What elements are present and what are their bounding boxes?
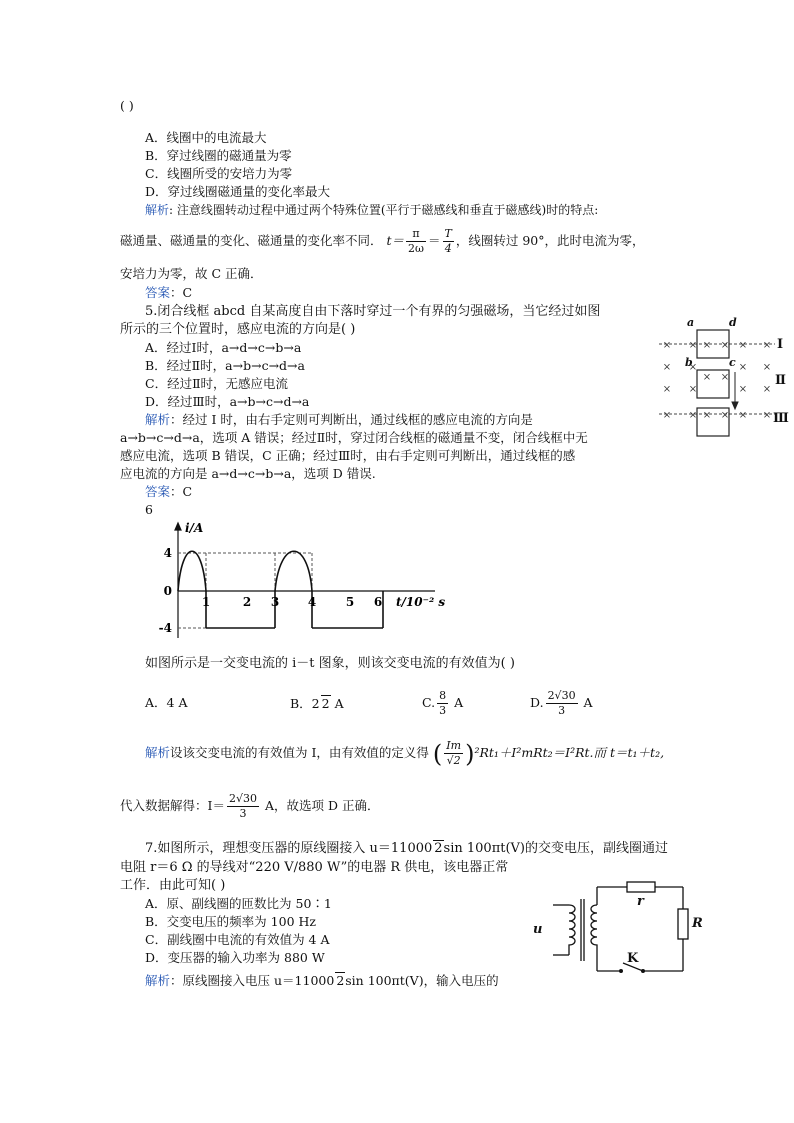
q5-option-a: A．经过Ⅰ时，a→d→c→b→a (145, 340, 302, 355)
analysis-text: 磁通量、磁通量的变化、磁通量的变化率不同． (120, 233, 383, 248)
q6-option-c: C. $\frac{8}{3}$ A (422, 689, 464, 717)
svg-text:×: × (738, 410, 748, 421)
svg-text:×: × (762, 410, 772, 421)
analysis-label: 解析 (145, 745, 171, 760)
label-r: r (637, 894, 644, 909)
q7-option-d: D．变压器的输入功率为 880 W (145, 950, 325, 965)
q6-stem: 如图所示是一交变电流的 i－t 图象，则该交变电流的有效值为( ) (145, 656, 515, 671)
q7-analysis-line1: 解析：原线圈接入电压 u＝11000 2sin 100πt(V)，输入电压的 (145, 973, 499, 988)
x-tick-5: 5 (345, 595, 355, 609)
svg-text:×: × (662, 384, 672, 395)
magnetic-field-figure (655, 310, 790, 440)
analysis-label: 解析 (145, 412, 171, 427)
svg-text:×: × (720, 372, 730, 383)
q5-analysis-line1 (145, 412, 533, 428)
q7-stem-line1: 7.如图所示，理想变压器的原线圈接入 u＝11000 2sin 100πt(V)的交变电压，副线圈通过 (145, 841, 668, 856)
corner-label-b: b (685, 356, 693, 369)
x-tick-4: 4 (307, 595, 317, 609)
q4-bracket: ( ) (120, 98, 134, 113)
q5-analysis-line4: 应电流的方向是 a→d→c→b→a，选项 D 错误. (120, 466, 376, 481)
q5-analysis-line2: a→b→c→d→a，选项 A 错误；经过Ⅱ时，穿过闭合线框的磁通量不变，闭合线框中无 (120, 430, 588, 445)
x-tick-6: 6 (373, 595, 383, 609)
x-tick-3: 3 (270, 595, 280, 609)
svg-text:×: × (662, 410, 672, 421)
label-k: K (627, 951, 639, 966)
current-waveform (178, 551, 383, 628)
svg-text:×: × (688, 410, 698, 421)
svg-text:×: × (702, 340, 712, 351)
svg-text:×: × (688, 340, 698, 351)
svg-text:×: × (662, 340, 672, 351)
y-tick-neg4: -4 (158, 621, 172, 635)
answer-value: ：C (170, 484, 193, 499)
q5-answer (145, 484, 192, 500)
analysis-text: ：经过 Ⅰ 时，由右手定则可判断出，通过线框的感应电流的方向是 (170, 412, 533, 427)
q4-option-a: A．线圈中的电流最大 (145, 130, 267, 145)
corner-label-d: d (729, 316, 737, 329)
q6-option-a: A．4 A (145, 695, 188, 710)
y-axis-arrow (175, 523, 181, 530)
q4-analysis-line3: 安培力为零，故 C 正确． (120, 266, 263, 281)
transformer-circuit-figure (525, 875, 710, 980)
q5-option-b: B．经过Ⅱ时，a→b→c→d→a (145, 358, 305, 373)
analysis-label: 解析 (145, 203, 170, 217)
primary-coil (569, 905, 575, 955)
q4-analysis-line2: 磁通量、磁通量的变化、磁通量的变化率不同． t＝ $\frac{\pi}{2\omega}$ ＝ $\frac{T}{4}$ ，线圈转过 90°，此时电流为零， (120, 227, 645, 255)
svg-text:×: × (738, 340, 748, 351)
q4-answer (145, 285, 192, 301)
corner-label-a: a (687, 316, 695, 329)
resistor-r (627, 882, 655, 892)
fall-arrow (732, 372, 738, 409)
q5-option-c: C．经过Ⅱ时，无感应电流 (145, 376, 289, 391)
y-tick-4: 4 (163, 546, 172, 560)
field-crosses (663, 340, 771, 421)
analysis-label: 解析 (145, 973, 171, 988)
svg-text:×: × (738, 362, 748, 373)
fraction-pi-2omega: $\frac{\pi}{2\omega}$ (408, 227, 424, 255)
svg-text:×: × (702, 410, 712, 421)
x-tick-2: 2 (242, 595, 252, 609)
q6-option-b: B．2 2 A (290, 696, 344, 711)
secondary-coil (591, 905, 597, 955)
q5-stem-line1: 5.闭合线框 abcd 自某高度自由下落时穿过一个有界的匀强磁场，当它经过如图 (145, 304, 601, 319)
svg-text:×: × (762, 362, 772, 373)
svg-text:×: × (762, 340, 772, 351)
q6-option-d: D. $\frac{2√30}{3}$ A (530, 689, 593, 717)
q7-option-a: A．原、副线圈的匝数比为 50∶1 (145, 896, 332, 911)
answer-label: 答案 (145, 484, 171, 499)
corner-label-c: c (729, 356, 736, 369)
answer-label: 答案 (145, 285, 171, 300)
q4-option-d: D．穿过线圈磁通量的变化率最大 (145, 184, 331, 199)
svg-text:×: × (662, 362, 672, 373)
q6-analysis-line1: 解析设该交变电流的有效值为 I，由有效值的定义得 ( $\frac{Im}{√2}$ )²Rt₁＋I²mRt₂＝I²Rt.而 t＝t₁＋t₂, (145, 739, 665, 768)
svg-text:×: × (688, 384, 698, 395)
position-label-1: Ⅰ (777, 337, 784, 352)
y-axis-label: i/A (185, 521, 204, 535)
equation: t＝ (386, 233, 405, 248)
position-label-3: Ⅲ (773, 411, 789, 426)
analysis-text: ，线圈转过 90°，此时电流为零， (455, 233, 645, 248)
svg-text:×: × (702, 372, 712, 383)
q4-option-c: C．线圈所受的安培力为零 (145, 166, 293, 181)
answer-value: ：C (170, 285, 193, 300)
analysis-text: : 注意线圈转动过程中通过两个特殊位置(平行于磁感线和垂直于磁感线)时的特点: (169, 203, 599, 217)
resistor-big-r (678, 909, 688, 939)
x-axis-label: t/10⁻² s (396, 595, 446, 609)
q7-option-b: B．交变电压的频率为 100 Hz (145, 914, 316, 929)
position-label-2: Ⅱ (775, 373, 786, 388)
q7-stem-line2: 电阻 r＝6 Ω 的导线对“220 V/880 W”的电器 R 供电，该电器正常 (120, 860, 509, 875)
analysis-equation: ²Rt₁＋I²mRt₂＝I²Rt.而 t＝t₁＋t₂, (474, 745, 665, 760)
analysis-text: 设该交变电流的有效值为 I，由有效值的定义得 (170, 745, 429, 760)
svg-text:×: × (720, 410, 730, 421)
svg-text:×: × (762, 384, 772, 395)
q5-option-d: D．经过Ⅲ时，a→b→c→d→a (145, 394, 310, 409)
label-u: u (533, 922, 543, 937)
label-big-r: R (692, 916, 703, 931)
q4-option-b: B．穿过线圈的磁通量为零 (145, 148, 292, 163)
q5-stem-line2: 所示的三个位置时，感应电流的方向是( ) (120, 322, 356, 337)
x-tick-1: 1 (201, 595, 211, 609)
current-time-graph (150, 520, 480, 645)
q5-analysis-line3: 感应电流，选项 B 错误，C 正确；经过Ⅲ时，由右手定则可判断出，通过线框的感 (120, 448, 576, 463)
q6-analysis-line2: 代入数据解得：I＝ $\frac{2√30}{3}$ A，故选项 D 正确． (120, 792, 380, 820)
q6-number: 6 (145, 502, 153, 517)
svg-text:×: × (688, 362, 698, 373)
q4-analysis-line1 (145, 202, 598, 218)
q7-option-c: C．副线圈中电流的有效值为 4 A (145, 932, 330, 947)
svg-text:×: × (720, 340, 730, 351)
q7-stem-line3: 工作．由此可知( ) (120, 878, 226, 893)
svg-text:×: × (738, 384, 748, 395)
y-tick-0: 0 (163, 584, 172, 598)
fraction-t-4: $\frac{T}{4}$ (444, 227, 452, 255)
